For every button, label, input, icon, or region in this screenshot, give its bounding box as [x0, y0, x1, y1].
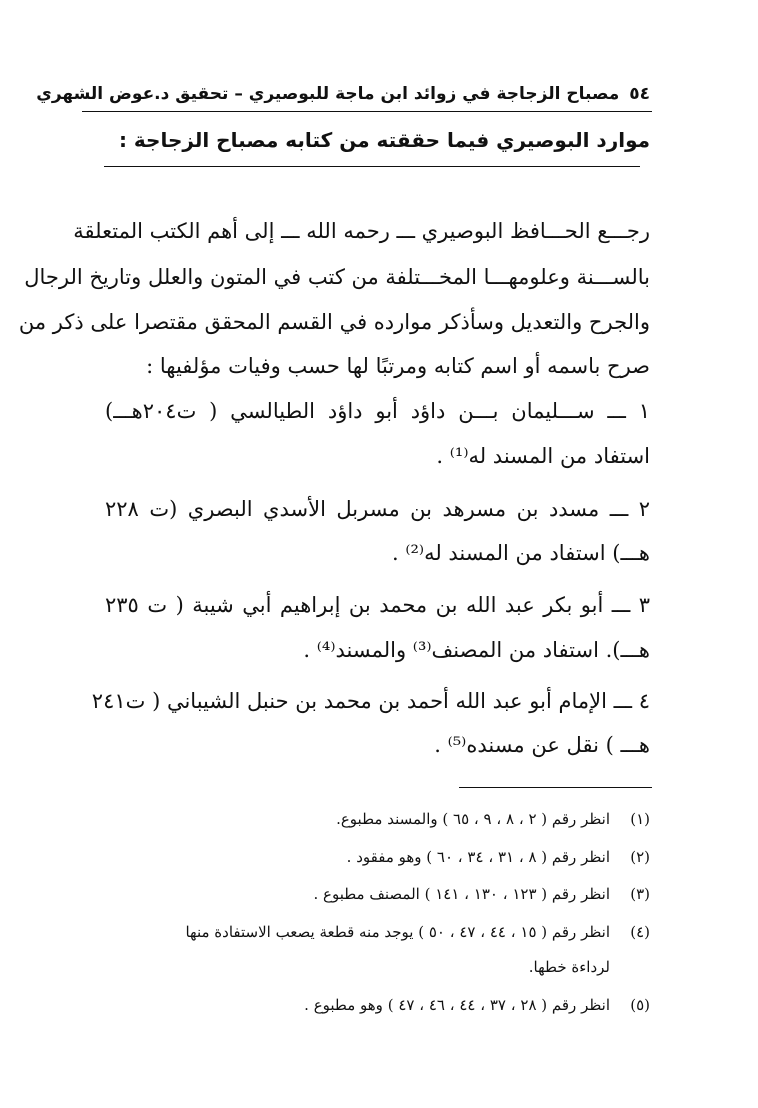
body-line: بالســـنة وعلومهـــا المخـــتلفة من كتب في المتون والعلل وتاريخ الرجال — [24, 265, 650, 289]
footnote-text: انظر رقم ( ٨ ، ٣١ ، ٣٤ ، ٦٠ ) وهو مفقود . — [346, 848, 610, 866]
body-line: صرح باسمه أو اسم كتابه ومرتبًا لها حسب وفيات مؤلفيها : — [146, 354, 650, 378]
list-item-line: ٤ ـــ الإمام أبو عبد الله أحمد بن محمد بن حنبل الشيباني ( ت٢٤١ — [91, 689, 650, 713]
body-line: والجرح والتعديل وسأذكر موارده في القسم المحقق مقتصرا على ذكر من — [18, 310, 650, 334]
footnote-text: انظر رقم ( ٢ ، ٨ ، ٩ ، ٦٥ ) والمسند مطبوع. — [336, 810, 610, 828]
list-item-line: ٣ ـــ أبو بكر عبد الله بن محمد بن إبراهيم أبي شيبة ( ت ٢٣٥ — [105, 593, 650, 617]
footnote-text: انظر رقم ( ١٢٣ ، ١٣٠ ، ١٤١ ) المصنف مطبوع . — [313, 885, 610, 903]
list-item-line: هـــ) استفاد من المسند له⁽²⁾ . — [391, 541, 650, 565]
footnote-continuation — [84, 955, 650, 979]
running-header — [36, 84, 650, 104]
page-number: ٥٤ — [629, 84, 650, 104]
footnote-text: انظر رقم ( ٢٨ ، ٣٧ ، ٤٤ ، ٤٦ ، ٤٧ ) وهو مطبوع . — [304, 996, 610, 1014]
footnote — [84, 845, 650, 869]
running-title: مصباح الزجاجة في زوائد ابن ماجة للبوصيري – تحقيق د.عوض الشهري — [36, 84, 620, 104]
footnote-separator — [459, 787, 652, 788]
footnote-text: انظر رقم ( ١٥ ، ٤٤ ، ٤٧ ، ٥٠ ) يوجد منه قطعة يصعب الاستفادة منها — [185, 923, 610, 941]
list-item-line: استفاد من المسند له⁽¹⁾ . — [436, 444, 650, 468]
header-rule — [82, 111, 652, 112]
footnote — [84, 920, 650, 944]
footnote — [84, 993, 650, 1017]
list-item-line: ١ ـــ ســـليمان بـــن داؤد أبو داؤد الطيالسي ( ت٢٠٤هـــ) — [105, 399, 650, 423]
footnote-number: (٥) — [630, 996, 650, 1014]
footnote-number: (٢) — [630, 848, 650, 866]
list-item-line: هـــ). استفاد من المصنف⁽³⁾ والمسند⁽⁴⁾ . — [303, 638, 650, 662]
footnote — [84, 807, 650, 831]
footnote-number: (٣) — [630, 885, 650, 903]
list-item-line: هـــ ) نقل عن مسنده⁽⁵⁾ . — [434, 733, 650, 757]
section-title: موارد البوصيري فيما حققته من كتابه مصباح الزجاجة : — [118, 128, 650, 152]
footnote — [84, 882, 650, 906]
footnote-text: لرداءة خطها. — [528, 958, 610, 976]
title-underline — [104, 166, 640, 167]
body-line: رجـــع الحـــافظ البوصيري ـــ رحمه الله ـــ إلى أهم الكتب المتعلقة — [73, 219, 650, 243]
footnote-number: (٤) — [630, 923, 650, 941]
footnote-number: (١) — [630, 810, 650, 828]
list-item-line: ٢ ـــ مسدد بن مسرهد بن مسربل الأسدي البصري (ت ٢٢٨ — [105, 497, 650, 521]
